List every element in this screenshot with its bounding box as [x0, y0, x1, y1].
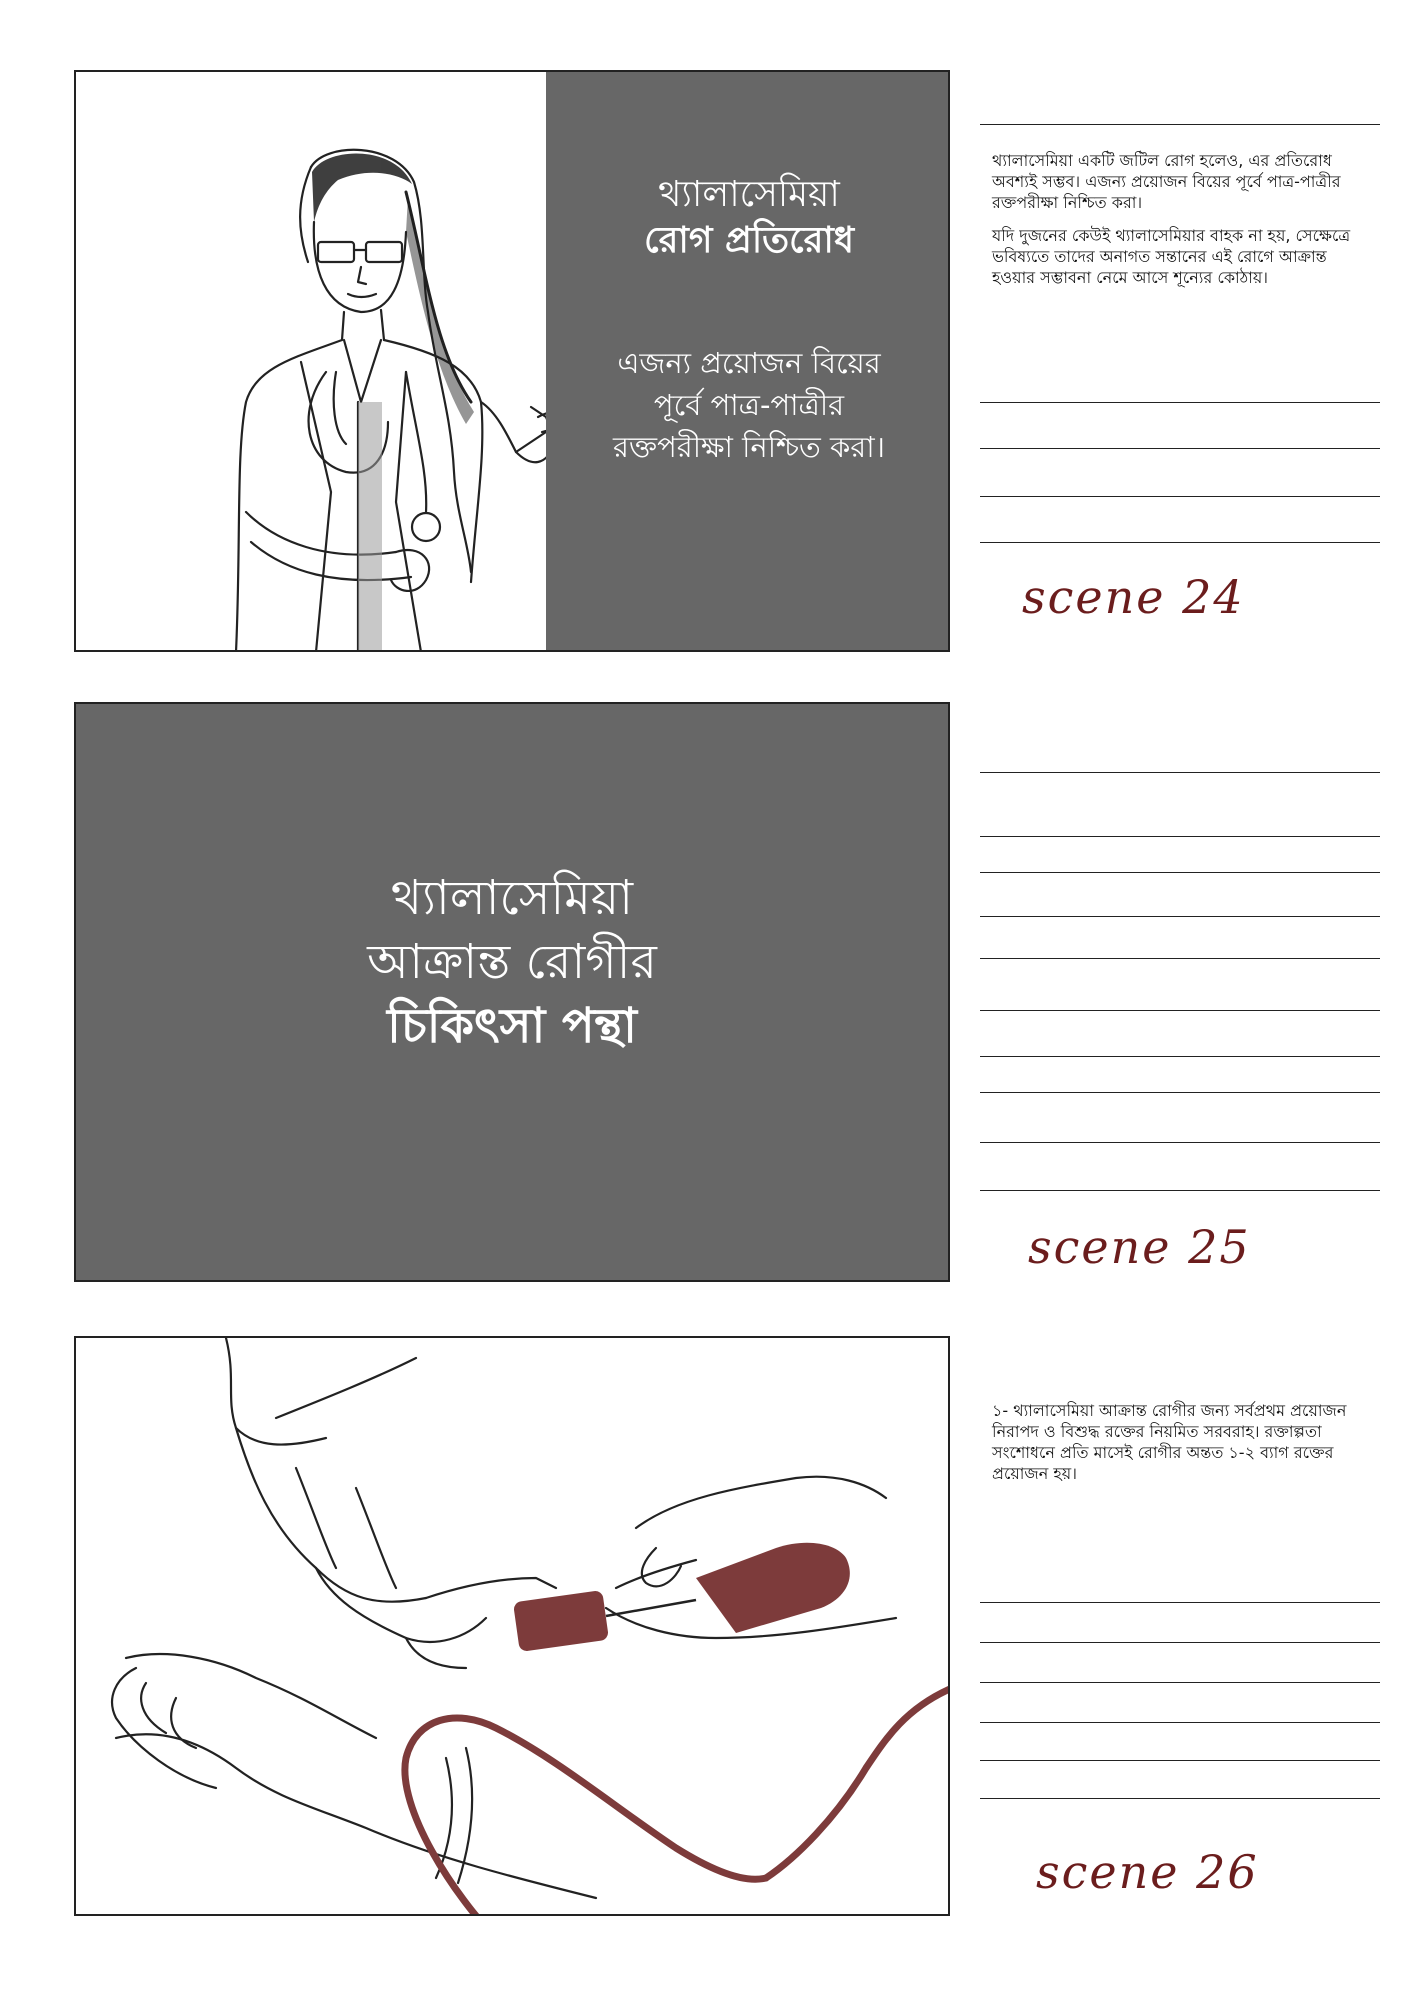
note-rule [980, 1010, 1380, 1011]
scene-24-note-paragraph-1: থ্যালাসেমিয়া একটি জটিল রোগ হলেও, এর প্রতিরোধ অবশ্যই সম্ভব। এজন্য প্রয়োজন বিয়ের পূর্বে পাত্র-পাত্রীর রক্তপরীক্ষা নিশ্চিত করা। [992, 151, 1341, 212]
note-rule [980, 1092, 1380, 1093]
scene-25-label: scene 25 [1028, 1220, 1251, 1274]
note-rule [980, 836, 1380, 837]
scene-24-notes [980, 0, 1380, 660]
note-rule [980, 542, 1380, 543]
scene-25-title-line2: আক্রান্ত রোগীর [367, 934, 657, 990]
scene-24-title-line1: থ্যালাসেমিয়া [658, 174, 840, 215]
note-rule [980, 496, 1380, 497]
scene-25-title [76, 866, 948, 1058]
note-rule [980, 872, 1380, 873]
note-rule [980, 124, 1380, 125]
note-rule [980, 1602, 1380, 1603]
scene-26-note-paragraph-1: ১- থ্যালাসেমিয়া আক্রান্ত রোগীর জন্য সর্বপ্রথম প্রয়োজন নিরাপদ ও বিশুদ্ধ রক্তের নিয়মিত সরবরাহ। রক্তাল্পতা সংশোধনে প্রতি মাসেই রোগীর অন্তত ১-২ ব্যাগ রক্তের প্রয়োজন হয়। [992, 1401, 1347, 1483]
scene-25-title-line3: চিকিৎসা পন্থা [387, 998, 637, 1054]
scene-24-title [546, 172, 950, 264]
scene-24-frame [74, 70, 950, 652]
note-rule [980, 1642, 1380, 1643]
scene-24-note-text [992, 150, 1370, 300]
scene-25-title-line1: থ্যালাসেমিয়া [390, 870, 634, 926]
note-rule [980, 1056, 1380, 1057]
scene-24-body-line2: পূর্বে পাত্র-পাত্রীর [653, 388, 845, 422]
scene-26-notes [980, 1340, 1380, 1980]
scene-24-body [546, 342, 950, 468]
scene-26-label: scene 26 [1036, 1845, 1259, 1899]
note-rule [980, 1682, 1380, 1683]
scene-24-title-line2: রোগ প্রতিরোধ [643, 220, 855, 261]
scene-24-title-panel [546, 72, 950, 652]
note-rule [980, 1760, 1380, 1761]
note-rule [980, 448, 1380, 449]
note-rule [980, 916, 1380, 917]
scene-26-frame [74, 1336, 950, 1916]
note-rule [980, 1798, 1380, 1799]
scene-25-notes [980, 700, 1380, 1300]
scene-24-body-line3: রক্তপরীক্ষা নিশ্চিত করা। [612, 430, 886, 464]
note-rule [980, 958, 1380, 959]
scene-25-frame [74, 702, 950, 1282]
note-rule [980, 402, 1380, 403]
note-rule [980, 1142, 1380, 1143]
scene-26-note-text [992, 1400, 1370, 1496]
scene-24-label: scene 24 [1022, 570, 1245, 624]
note-rule [980, 772, 1380, 773]
scene-24-body-line1: এজন্য প্রয়োজন বিয়ের [617, 346, 881, 380]
note-rule [980, 1722, 1380, 1723]
blood-transfusion-illustration [76, 1338, 950, 1916]
scene-24-note-paragraph-2: যদি দুজনের কেউই থ্যালাসেমিয়ার বাহক না হয়, সেক্ষেত্রে ভবিষ্যতে তাদের অনাগত সন্তানের এই রোগে আক্রান্ত হওয়ার সম্ভাবনা নেমে আসে শূন্যের কোঠায়। [992, 226, 1351, 287]
note-rule [980, 1190, 1380, 1191]
